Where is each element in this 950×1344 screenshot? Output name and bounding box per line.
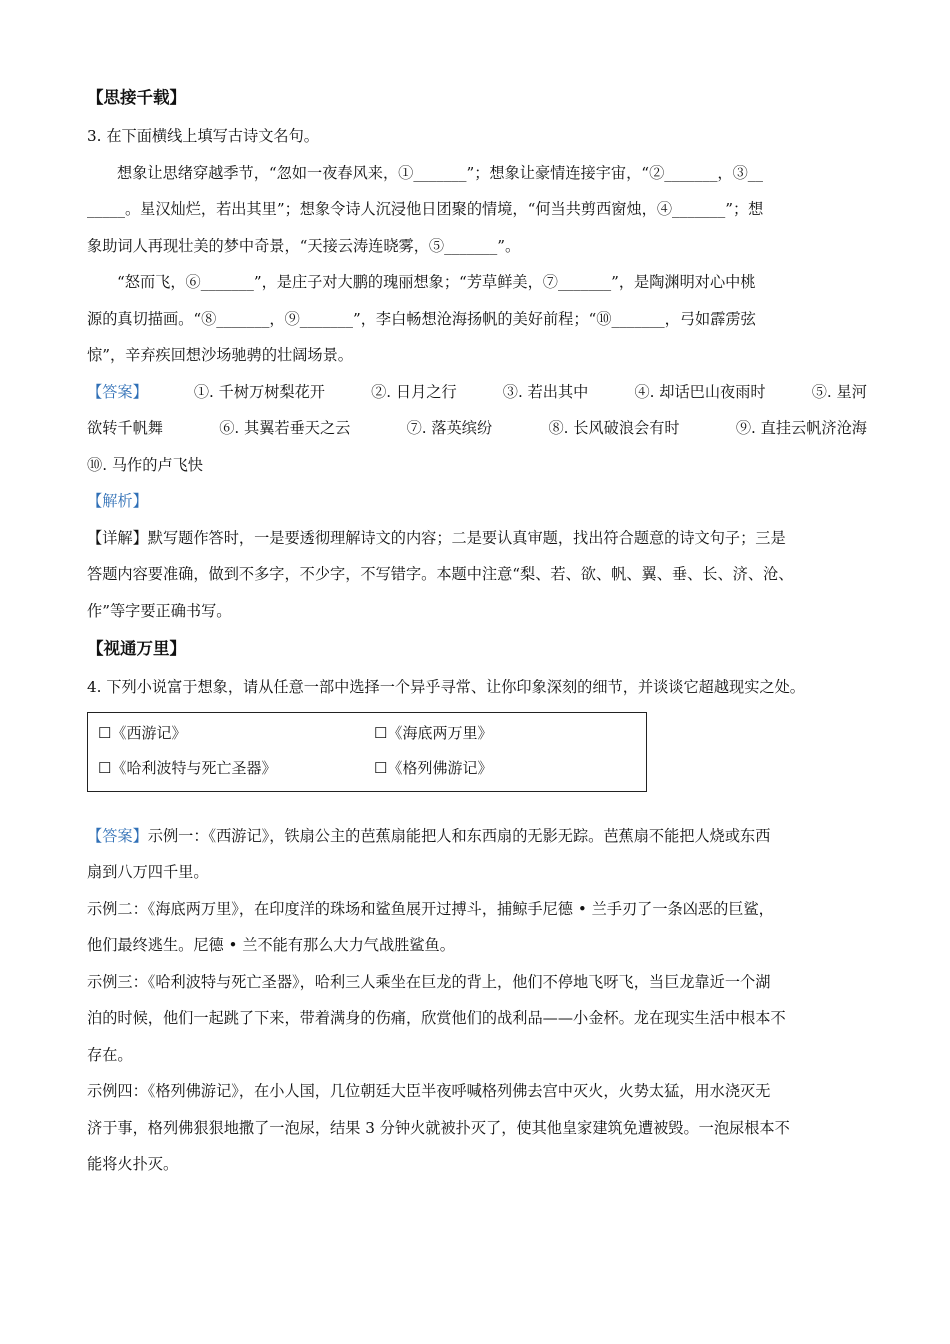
answer-item: ⑦. 落英缤纷 [406, 419, 493, 437]
question-4-title: 4. 下列小说富于想象，请从任意一部中选择一个异乎寻常、让你印象深刻的细节，并谈谈它超越现实之处。 [87, 678, 805, 696]
q3-detail-line1 [87, 520, 867, 557]
answer-item: ⑥. 其翼若垂天之云 [219, 419, 351, 437]
answer-item: ②. 日月之行 [371, 382, 457, 401]
option-xiyouji[interactable]: ☐《西游记》 [98, 723, 187, 742]
answer-item: ⑧. 长风破浪会有时 [548, 419, 680, 437]
q4-example1-line1 [87, 818, 867, 855]
analysis-label: 【解析】 [87, 492, 148, 510]
option-haidi[interactable]: ☐《海底两万里》 [374, 723, 493, 742]
q3-paragraph2-line1: “怒而飞，⑥_______”，是庄子对大鹏的瑰丽想象；“芳草鲜美，⑦_______”，是陶渊明对心中桃 [117, 273, 756, 291]
spacer [87, 798, 867, 818]
q3-answers-line2 [87, 410, 867, 447]
q3-paragraph2-line2: 源的真切描画。“⑧_______，⑨_______”，李白畅想沧海扬帆的美好前程；“⑩_______，弓如霹雳弦 [87, 309, 756, 328]
q4-example1-line2: 扇到八万四千里。 [87, 863, 209, 881]
q3-paragraph2-line3: 惊”，辛弃疾回想沙场驰骋的壮阔场景。 [87, 346, 353, 364]
example-text: 示例一：《西游记》，铁扇公主的芭蕉扇能把人和东西扇的无影无踪。芭蕉扇不能把人烧或东西 [147, 826, 771, 845]
q4-example3-line3: 存在。 [87, 1045, 133, 1064]
answer-item: ①. 千树万树梨花开 [193, 382, 325, 401]
options-box [87, 712, 647, 792]
answer-label: 【答案】 [87, 382, 148, 401]
q4-example4-line1: 示例四：《格列佛游记》，在小人国，几位朝廷大臣半夜呼喊格列佛去宫中灭火，火势太猛，用水浇灭无 [87, 1082, 771, 1100]
q3-paragraph1-line2: _____。星汉灿烂，若出其里”；想象令诗人沉浸他日团聚的情境，“何当共剪西窗烛，④_______”；想 [87, 200, 764, 218]
detail-label: 【详解】 [87, 528, 148, 547]
q4-example3-line2: 泊的时候，他们一起跳了下来，带着满身的伤痛，欣赏他们的战利品——小金杯。龙在现实生活中根本不 [87, 1009, 786, 1027]
q3-detail-line3: 作”等字要正确书写。 [87, 601, 232, 620]
q4-example2-line1: 示例二：《海底两万里》，在印度洋的珠场和鲨鱼展开过搏斗，捕鲸手尼德 • 兰手刃了一条凶恶的巨鲨， [87, 899, 774, 918]
q4-example4-line3: 能将火扑灭。 [87, 1155, 179, 1173]
section-heading-1: 【思接千载】 [87, 88, 186, 107]
option-gulliver[interactable]: ☐《格列佛游记》 [374, 758, 493, 777]
answer-item: 欲转千帆舞 [87, 419, 163, 437]
section-heading-2: 【视通万里】 [87, 639, 186, 658]
answer-item: ③. 若出其中 [502, 382, 589, 401]
answer-item: ⑤. 星河 [811, 382, 867, 401]
q3-detail-line2: 答题内容要准确，做到不多字，不少字，不写错字。本题中注意“梨、若、欲、帆、翼、垂、长、济、沧、 [87, 565, 794, 583]
option-harry-potter[interactable]: ☐《哈利波特与死亡圣器》 [98, 758, 277, 777]
document-page [87, 78, 867, 1183]
q3-paragraph1-line3: 象助词人再现壮美的梦中奇景，“天接云涛连晓雾，⑤_______”。 [87, 236, 521, 255]
q3-answers-line1 [87, 374, 867, 411]
question-3-title: 3. 在下面横线上填写古诗文名句。 [87, 127, 319, 145]
q4-example4-line2: 济于事，格列佛狠狠地撒了一泡尿，结果 3 分钟火就被扑灭了，使其他皇家建筑免遭被毁。一泡尿根本不 [87, 1118, 790, 1137]
answer-item: ⑨. 直挂云帆济沧海 [735, 419, 867, 437]
q4-example3-line1: 示例三：《哈利波特与死亡圣器》，哈利三人乘坐在巨龙的背上，他们不停地飞呀飞，当巨龙靠近一个湖 [87, 972, 771, 991]
q3-answers-line3: ⑩. 马作的卢飞快 [87, 455, 203, 474]
answer-item: ④. 却话巴山夜雨时 [634, 382, 766, 401]
answer-label: 【答案】 [87, 826, 148, 845]
q3-paragraph1-line1: 想象让思绪穿越季节，“忽如一夜春风来，①_______”；想象让豪情连接宇宙，“②_______，③__ [117, 163, 763, 182]
q4-example2-line2: 他们最终逃生。尼德 • 兰不能有那么大力气战胜鲨鱼。 [87, 936, 455, 954]
detail-text: 默写题作答时，一是要透彻理解诗文的内容；二是要认真审题，找出符合题意的诗文句子；三是 [147, 528, 786, 547]
